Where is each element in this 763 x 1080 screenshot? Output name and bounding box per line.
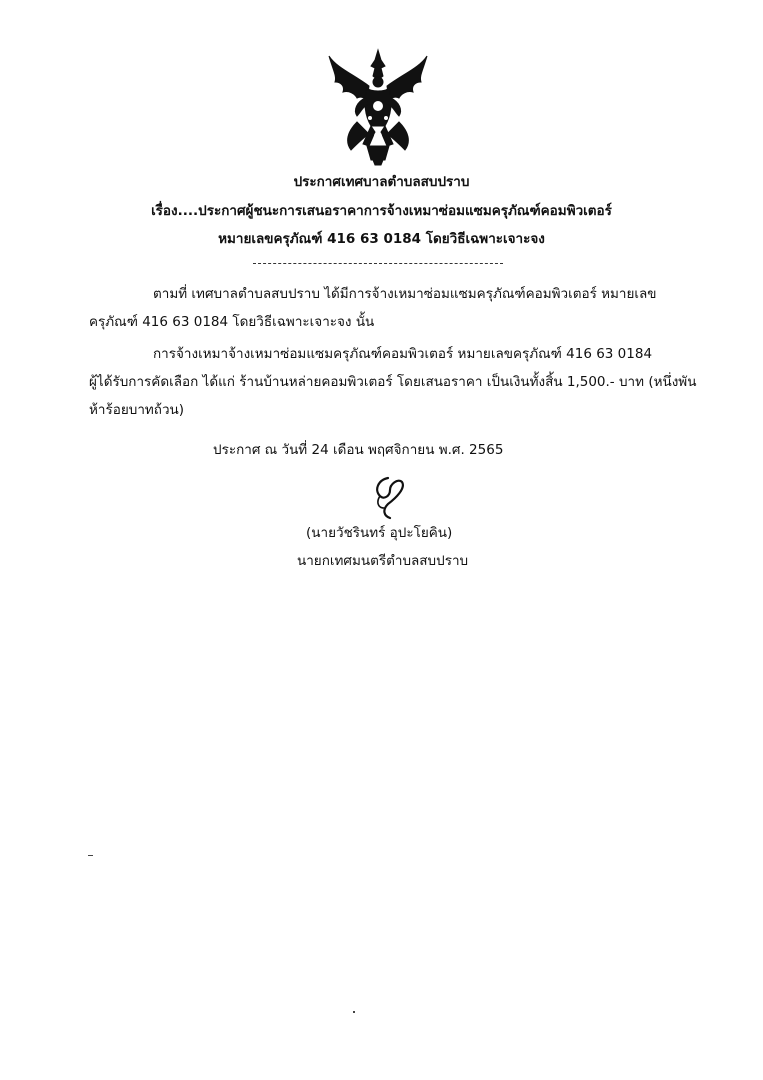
announcement-date: ประกาศ ณ วันที่ 24 เดือน พฤศจิกายน พ.ศ. 2565	[213, 442, 504, 458]
paragraph-1-line-2: ครุภัณฑ์ 416 63 0184 โดยวิธีเฉพาะเจาะจง นั้น	[89, 314, 375, 330]
signatory-name: (นายวัชรินทร์ อุปะโยคิน)	[306, 525, 453, 541]
signatory-position: นายกเทศมนตรีตำบลสบปราบ	[297, 553, 469, 569]
scan-speck	[88, 855, 93, 856]
paragraph-2-line-2: ผู้ได้รับการคัดเลือก ได้แก่ ร้านบ้านหล่ายคอมพิวเตอร์ โดยเสนอราคา เป็นเงินทั้งสิ้น 1,500.- บาท (หนึ่งพัน	[89, 374, 697, 390]
document-title: ประกาศเทศบาลตำบลสบปราบ	[293, 174, 470, 190]
paragraph-1-line-1: ตามที่ เทศบาลตำบลสบปราบ ได้มีการจ้างเหมาซ่อมแซมครุภัณฑ์คอมพิวเตอร์ หมายเลข	[153, 286, 657, 302]
document-subject-line2: หมายเลขครุภัณฑ์ 416 63 0184 โดยวิธีเฉพาะเจาะจง	[218, 231, 545, 247]
paragraph-2-line-3: ห้าร้อยบาทถ้วน)	[89, 402, 185, 418]
garuda-emblem-icon	[323, 46, 433, 166]
paragraph-2-line-1: การจ้างเหมาจ้างเหมาซ่อมแซมครุภัณฑ์คอมพิวเตอร์ หมายเลขครุภัณฑ์ 416 63 0184	[153, 346, 653, 362]
scan-speck	[353, 1011, 355, 1013]
document-subject: เรื่อง....ประกาศผู้ชนะการเสนอราคาการจ้างเหมาซ่อมแซมครุภัณฑ์คอมพิวเตอร์	[151, 203, 612, 219]
handwritten-signature	[368, 474, 410, 520]
title-divider	[253, 263, 503, 264]
